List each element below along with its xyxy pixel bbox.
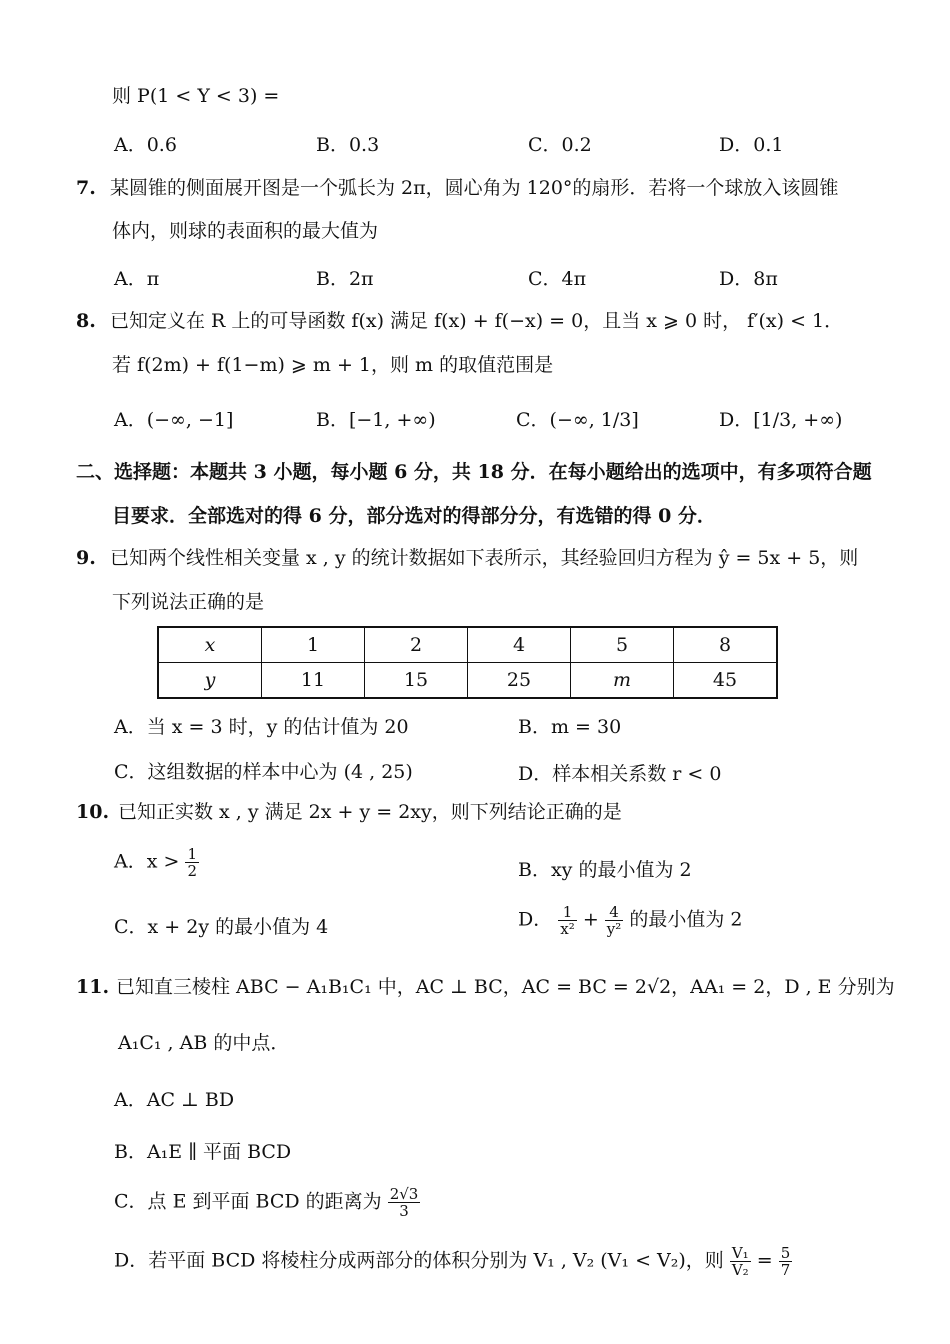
fraction-denominator: y²: [606, 920, 622, 938]
q7-number: 7.: [76, 177, 96, 199]
fraction-numerator: 4: [605, 904, 624, 921]
q11-option-a: A．AC ⊥ BD: [114, 1089, 235, 1111]
q6-option-d: D．0.1: [719, 134, 784, 156]
q6-option-c: C．0.2: [528, 134, 592, 156]
q9-option-c: C．这组数据的样本中心为 (4 , 25): [114, 761, 413, 783]
q7-line2: 体内，则球的表面积的最大值为: [112, 220, 379, 242]
fraction: [605, 904, 624, 937]
table-cell: y: [158, 663, 262, 699]
fraction-denominator: 7: [780, 1261, 791, 1279]
table-cell: x: [158, 627, 262, 663]
q10-option-a-text: A．x >: [114, 850, 180, 873]
q11-line1: 已知直三棱柱 ABC − A₁B₁C₁ 中，AC ⊥ BC，AC = BC = 2√2，AA₁ = 2，D , E 分别为: [116, 976, 895, 998]
q10-option-b: B．xy 的最小值为 2: [518, 859, 692, 881]
fraction-numerator: 1: [558, 904, 576, 921]
q7-option-b: B．2π: [316, 268, 374, 290]
q6-tail: 则 P(1 < Y < 3) =: [112, 85, 280, 107]
table-cell: 5: [571, 627, 674, 663]
q11-option-b: B．A₁E ∥ 平面 BCD: [114, 1141, 292, 1163]
fraction-numerator: 2√3: [389, 1185, 419, 1203]
fraction-numerator: 5: [780, 1244, 791, 1262]
fraction-numerator: V₁: [731, 1244, 749, 1262]
table-cell: 4: [468, 627, 571, 663]
fraction-denominator: x²: [560, 920, 575, 938]
table-cell: 8: [674, 627, 778, 663]
q11-option-d-text: D．若平面 BCD 将棱柱分成两部分的体积分别为 V₁ , V₂ (V₁ < V₂)，则: [114, 1249, 724, 1272]
plus-sign: +: [582, 908, 599, 931]
q6-option-b: B．0.3: [316, 134, 380, 156]
q9-option-b: B．m = 30: [518, 716, 622, 738]
fraction: [388, 1186, 421, 1219]
q9-option-a: A．当 x = 3 时，y 的估计值为 20: [114, 716, 409, 738]
q9-data-table: [157, 626, 778, 699]
table-cell: 11: [262, 663, 365, 699]
table-cell: 2: [365, 627, 468, 663]
table-row: [158, 663, 777, 699]
q10-number: 10.: [76, 801, 110, 823]
q9-line2: 下列说法正确的是: [112, 591, 265, 613]
q7-option-a: A．π: [114, 268, 160, 290]
equals-sign: =: [756, 1249, 773, 1272]
q10-option-d: [518, 904, 742, 937]
q8-option-d: D．[1/3, +∞): [719, 409, 843, 431]
q11-line2: A₁C₁ , AB 的中点．: [118, 1032, 290, 1054]
fraction-denominator: 3: [399, 1202, 409, 1220]
fraction: [779, 1245, 793, 1278]
q8-option-a: A．(−∞, −1]: [114, 409, 234, 431]
table-cell: 45: [674, 663, 778, 699]
fraction: [558, 904, 576, 937]
table-cell: m: [571, 663, 674, 699]
q10-option-a: [114, 846, 199, 879]
q8-line2: 若 f(2m) + f(1−m) ⩾ m + 1，则 m 的取值范围是: [112, 354, 554, 376]
q9-line1: 已知两个线性相关变量 x , y 的统计数据如下表所示，其经验回归方程为 ŷ = 5x + 5，则: [110, 547, 859, 569]
q10-option-d-text: 的最小值为 2: [629, 908, 743, 931]
q8-option-c: C．(−∞, 1/3]: [516, 409, 639, 431]
section2-line2: 目要求．全部选对的得 6 分，部分选对的得部分分，有选错的得 0 分．: [112, 505, 716, 527]
table-cell: 25: [468, 663, 571, 699]
fraction-denominator: 2: [187, 862, 197, 880]
fraction-numerator: 1: [187, 845, 197, 863]
table-cell: 15: [365, 663, 468, 699]
q11-option-c: [114, 1186, 420, 1219]
q10-option-c: C．x + 2y 的最小值为 4: [114, 916, 329, 938]
fraction: [730, 1245, 751, 1278]
q7-line1: 某圆锥的侧面展开图是一个弧长为 2π，圆心角为 120°的扇形．若将一个球放入该圆锥: [110, 177, 839, 199]
q8-option-b: B．[−1, +∞): [316, 409, 436, 431]
q7-option-c: C．4π: [528, 268, 587, 290]
q9-option-d: D．样本相关系数 r < 0: [518, 763, 722, 785]
q7-option-d: D．8π: [719, 268, 778, 290]
q10-line1: 已知正实数 x , y 满足 2x + y = 2xy，则下列结论正确的是: [118, 801, 622, 823]
section2-line1: 二、选择题：本题共 3 小题，每小题 6 分，共 18 分．在每小题给出的选项中，有多项符合题: [76, 461, 872, 483]
q11-number: 11.: [76, 976, 110, 998]
q8-number: 8.: [76, 310, 96, 332]
table-cell: 1: [262, 627, 365, 663]
table-row: [158, 627, 777, 663]
q11-option-d: [114, 1245, 792, 1278]
q8-line1: 已知定义在 R 上的可导函数 f(x) 满足 f(x) + f(−x) = 0，且当 x ⩾ 0 时， f′(x) < 1．: [110, 310, 844, 332]
q6-option-a: A．0.6: [114, 134, 177, 156]
q10-option-d-label: D．: [518, 908, 553, 931]
q9-number: 9.: [76, 547, 96, 569]
fraction: [185, 846, 199, 879]
fraction-denominator: V₂: [731, 1261, 749, 1279]
q11-option-c-text: C．点 E 到平面 BCD 的距离为: [114, 1190, 382, 1213]
